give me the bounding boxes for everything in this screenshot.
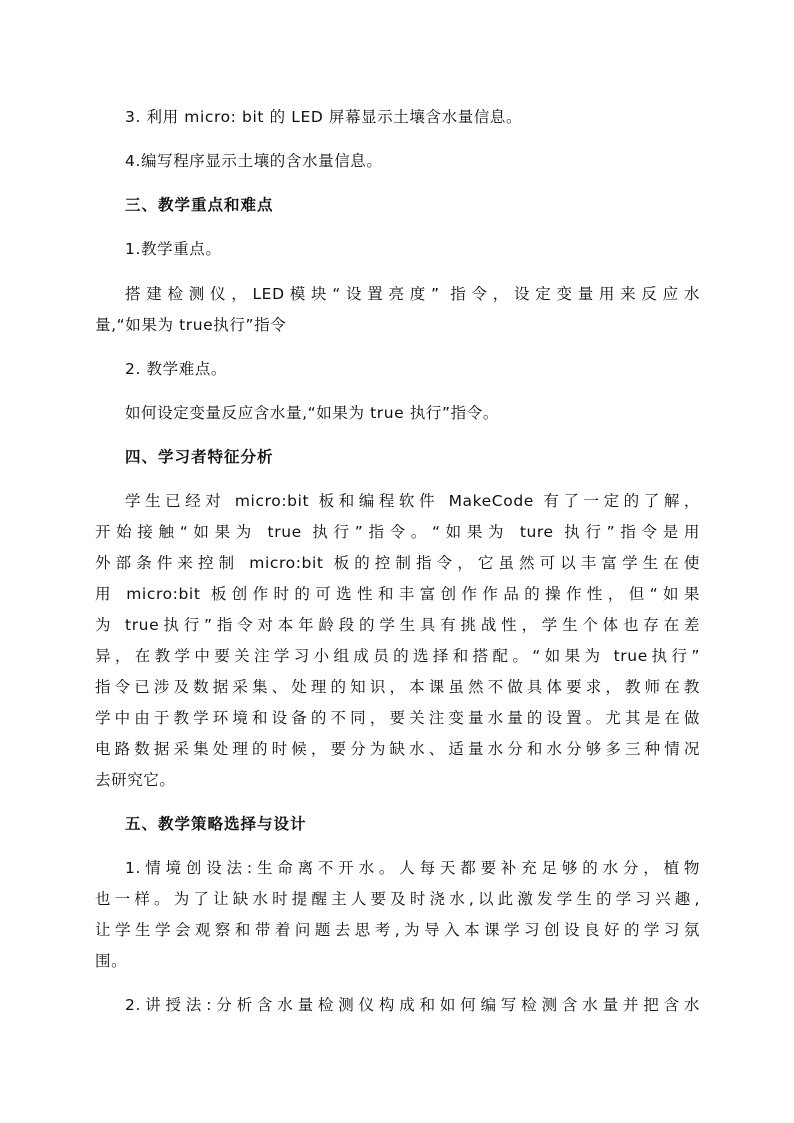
paragraph-line: 为 true执行”指令对本年龄段的学生具有挑战性，学生个体也存在差	[95, 616, 700, 634]
objective-item-3: 3. 利用 micro: bit 的 LED 屏幕显示土壤含水量信息。	[125, 108, 523, 126]
paragraph-line: 2.讲授法:分析含水量检测仪构成和如何编写检测含水量并把含水	[125, 996, 700, 1014]
paragraph-line: 围。	[95, 952, 128, 970]
paragraph-line: 量,“如果为 true执行”指令	[95, 316, 287, 334]
paragraph-line: 如何设定变量反应含水量,“如果为 true 执行”指令。	[125, 404, 499, 422]
section-heading-learner-analysis: 四、学习者特征分析	[125, 448, 274, 466]
objective-item-4: 4.编写程序显示土壤的含水量信息。	[125, 152, 383, 170]
paragraph-line: 用 micro:bit 板创作时的可选性和丰富创作作品的操作性，但“如果	[95, 585, 700, 603]
paragraph-line: 去研究它。	[95, 771, 176, 789]
section-heading-key-points: 三、教学重点和难点	[125, 196, 274, 214]
paragraph-line: 搭建检测仪，LED模块“设置亮度” 指令，设定变量用来反应水	[125, 285, 700, 303]
paragraph-line: 外部条件来控制 micro:bit 板的控制指令，它虽然可以丰富学生在使	[95, 554, 700, 572]
key-point-title: 1.教学重点。	[125, 240, 222, 258]
paragraph-line: 学生已经对 micro:bit 板和编程软件 MakeCode 有了一定的了解，	[125, 492, 700, 510]
paragraph-line: 电路数据采集处理的时候，要分为缺水、适量水分和水分够多三种情况	[95, 740, 700, 758]
difficulty-title: 2. 教学难点。	[125, 360, 228, 378]
paragraph-line: 让学生学会观察和带着问题去思考,为导入本课学习创设良好的学习氛	[95, 921, 700, 939]
paragraph-line: 也一样。为了让缺水时提醒主人要及时浇水,以此激发学生的学习兴趣,	[95, 890, 700, 908]
paragraph-line: 指令已涉及数据采集、处理的知识，本课虽然不做具体要求，教师在教	[95, 678, 700, 696]
section-heading-strategy: 五、教学策略选择与设计	[125, 815, 307, 833]
paragraph-line: 异，在教学中要关注学习小组成员的选择和搭配。“如果为 true执行”	[95, 647, 700, 665]
paragraph-line: 1.情境创设法:生命离不开水。人每天都要补充足够的水分，植物	[125, 859, 700, 877]
paragraph-line: 学中由于教学环境和设备的不同，要关注变量水量的设置。尤其是在做	[95, 709, 700, 727]
paragraph-line: 开始接触“如果为 true 执行”指令。“如果为 ture 执行”指令是用	[95, 523, 700, 541]
